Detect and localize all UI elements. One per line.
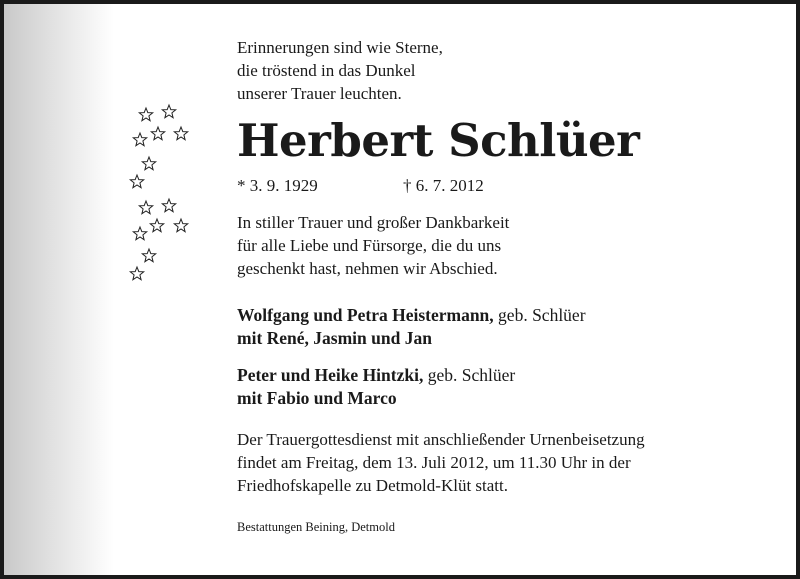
- family-names: Peter und Heike Hintzki,: [237, 365, 424, 385]
- star-outline-icon: [133, 133, 146, 146]
- star-outline-icon: [142, 157, 155, 170]
- star-outline-icon: [151, 127, 164, 140]
- motto-line: Erinnerungen sind wie Sterne,: [237, 38, 443, 57]
- star-outline-icon: [130, 175, 143, 188]
- star-outline-icon: [174, 219, 187, 232]
- family-names: Wolfgang und Petra Heistermann,: [237, 305, 494, 325]
- star-outline-icon: [139, 108, 152, 121]
- family-names-line: [237, 304, 777, 327]
- family-names-line: [237, 364, 777, 387]
- star-outline-icon: [142, 249, 155, 262]
- birth-date: * 3. 9. 1929: [237, 176, 318, 195]
- family-children: mit Fabio und Marco: [237, 388, 397, 408]
- star-outline-icon: [130, 267, 143, 280]
- motto-line: unserer Trauer leuchten.: [237, 84, 402, 103]
- maiden-name: geb. Schlüer: [498, 305, 586, 325]
- notice-content: [237, 36, 777, 535]
- life-dates: [237, 175, 777, 197]
- family-group: [237, 304, 777, 350]
- farewell-line: In stiller Trauer und großer Dankbarkeit: [237, 213, 510, 232]
- farewell-line: geschenkt hast, nehmen wir Abschied.: [237, 259, 498, 278]
- farewell-text: [237, 211, 777, 280]
- family-children: mit René, Jasmin und Jan: [237, 328, 432, 348]
- farewell-line: für alle Liebe und Fürsorge, die du uns: [237, 236, 502, 255]
- maiden-name: geb. Schlüer: [427, 365, 516, 385]
- left-shadow: [4, 4, 114, 575]
- star-outline-icon: [139, 201, 152, 214]
- star-outline-icon: [162, 199, 175, 212]
- star-outline-icon: [174, 127, 187, 140]
- death-date: † 6. 7. 2012: [403, 176, 484, 195]
- deceased-name: Herbert Schlüer: [237, 114, 640, 167]
- service-line: findet am Freitag, dem 13. Juli 2012, um 11.30 Uhr in der: [237, 453, 631, 472]
- star-outline-icon: [162, 105, 175, 118]
- family-group: [237, 364, 777, 410]
- star-outline-icon: [150, 219, 163, 232]
- motto-line: die tröstend in das Dunkel: [237, 61, 416, 80]
- star-outline-icon: [133, 227, 146, 240]
- service-info: [237, 428, 777, 497]
- undertaker-credit: Bestattungen Beining, Detmold: [237, 520, 395, 534]
- service-line: Der Trauergottesdienst mit anschließender Urnenbeisetzung: [237, 430, 645, 449]
- motto-verse: [237, 36, 777, 105]
- service-line: Friedhofskapelle zu Detmold-Klüt statt.: [237, 476, 508, 495]
